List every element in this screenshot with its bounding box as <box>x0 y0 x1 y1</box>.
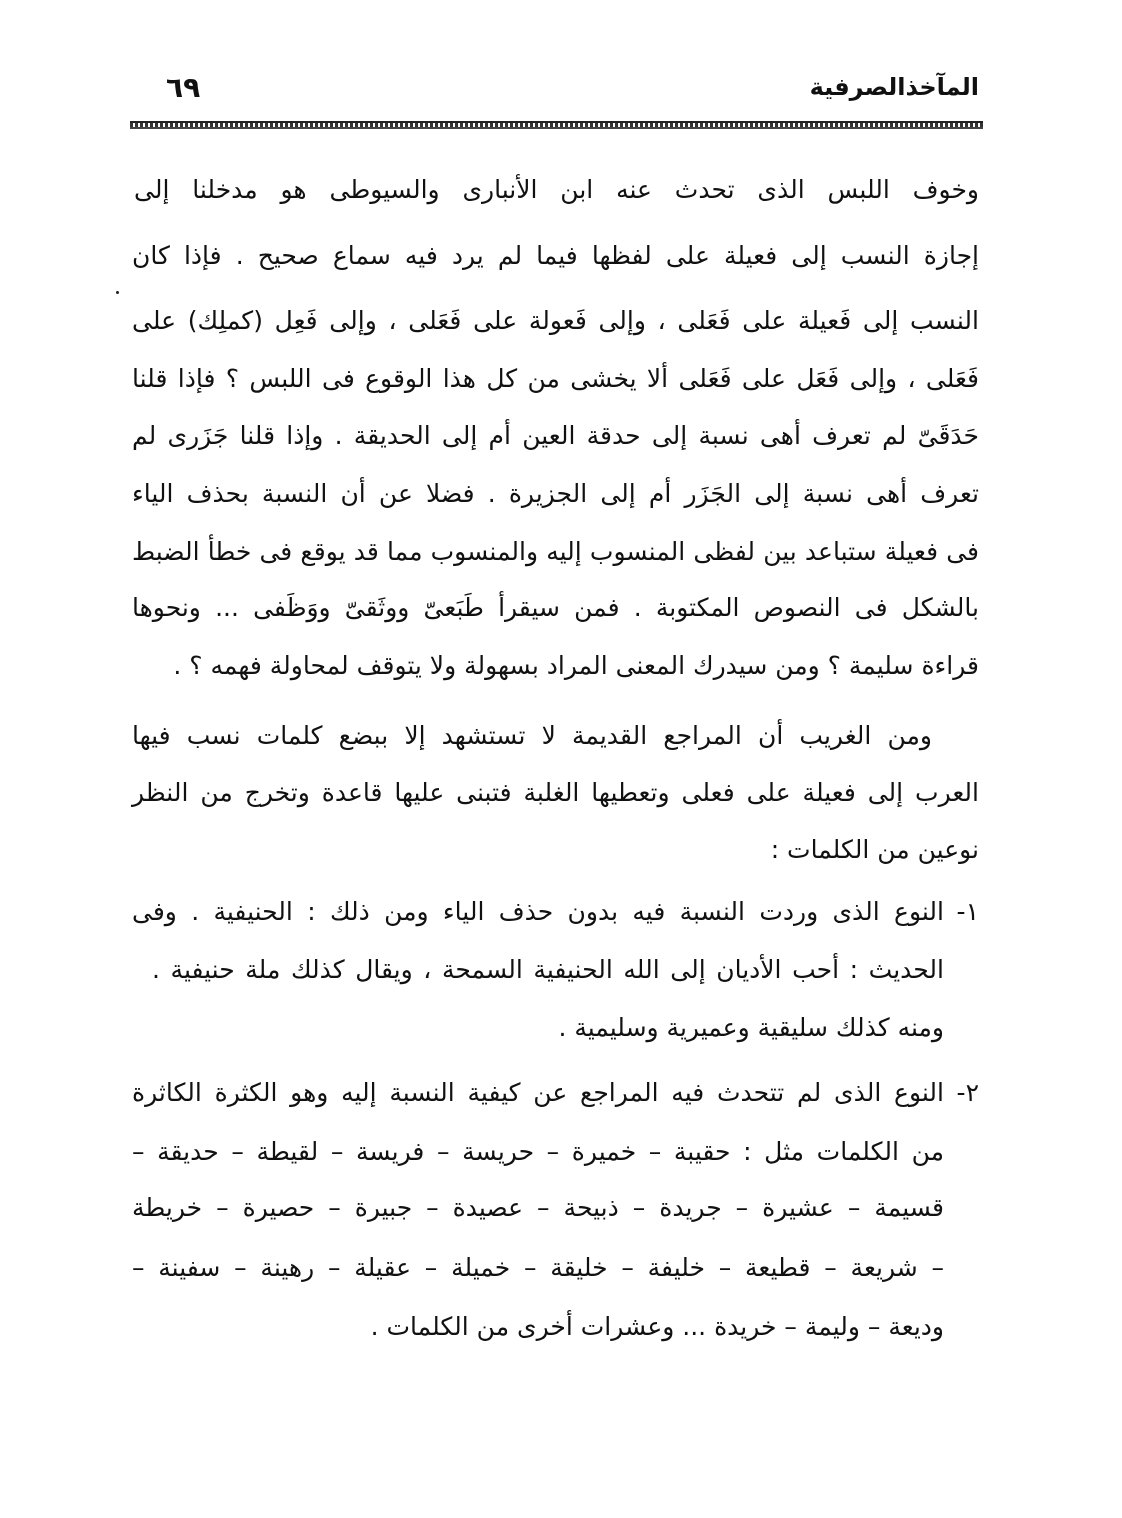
list-item-line: النوع الذى وردت النسبة فيه بدون حذف الياء ومن ذلك : الحنيفية . وفى <box>132 897 944 926</box>
list-item-line: – شريعة – قطيعة – خليفة – خليقة – خميلة – عقيلة – رهينة – سفينة – <box>132 1253 944 1282</box>
body-line: بالشكل فى النصوص المكتوبة . فمن سيقرأ طَبَعىّ ووثَقىّ ووَظَفى ... ونحوها <box>132 593 979 622</box>
list-item-line: من الكلمات مثل : حقيبة – خميرة – حريسة – فريسة – لقيطة – حديقة – <box>132 1137 944 1166</box>
body-line: العرب إلى فعيلة على فعلى وتعطيها الغلبة فتبنى عليها قاعدة وتخرج من النظر <box>132 778 979 807</box>
list-item-number: ١- <box>956 897 979 926</box>
list-item-line: وديعة – وليمة – خريدة ... وعشرات أخرى من الكلمات . <box>370 1312 944 1341</box>
header-rule <box>130 121 983 129</box>
list-item-line: ومنه كذلك سليقية وعميرية وسليمية . <box>558 1013 944 1042</box>
body-line: فى فعيلة ستباعد بين لفظى المنسوب إليه والمنسوب مما قد يوقع فى خطأ الضبط <box>132 537 979 566</box>
body-line: وخوف اللبس الذى تحدث عنه ابن الأنبارى والسيوطى هو مدخلنا إلى <box>134 175 979 204</box>
list-item-number: ٢- <box>956 1078 979 1107</box>
page-number: ٦٩ <box>166 71 201 104</box>
body-line: نوعين من الكلمات : <box>770 835 979 864</box>
body-line: إجازة النسب إلى فعيلة على لفظها فيما لم يرد فيه سماع صحيح . فإذا كان <box>132 241 979 270</box>
list-item-line: النوع الذى لم تتحدث فيه المراجع عن كيفية النسبة إليه وهو الكثرة الكاثرة <box>132 1078 944 1107</box>
body-line: تعرف أهى نسبة إلى الجَزَر أم إلى الجزيرة . فضلا عن أن النسبة بحذف الياء <box>132 479 979 508</box>
body-line: حَدَقَىّ لم تعرف أهى نسبة إلى حدقة العين أم إلى الحديقة . وإذا قلنا جَزَرى لم <box>132 421 979 450</box>
body-line: فَعَلى ، وإلى فَعَل على فَعَلى ألا يخشى من كل هذا الوقوع فى اللبس ؟ فإذا قلنا <box>132 364 979 393</box>
list-item-line: الحديث : أحب الأديان إلى الله الحنيفية السمحة ، ويقال كذلك ملة حنيفية . <box>152 955 944 984</box>
body-line: قراءة سليمة ؟ ومن سيدرك المعنى المراد بسهولة ولا يتوقف لمحاولة فهمه ؟ . <box>173 651 979 680</box>
running-header-title: المآخذالصرفية <box>809 73 979 101</box>
body-line: النسب إلى فَعيلة على فَعَلى ، وإلى فَعولة على فَعَلى ، وإلى فَعِل (كملِك) على <box>132 306 979 335</box>
stray-mark <box>116 291 119 294</box>
body-line: ومن الغريب أن المراجع القديمة لا تستشهد إلا ببضع كلمات نسب فيها <box>132 721 932 750</box>
list-item-line: قسيمة – عشيرة – جريدة – ذبيحة – عصيدة – جبيرة – حصيرة – خريطة <box>132 1193 944 1222</box>
